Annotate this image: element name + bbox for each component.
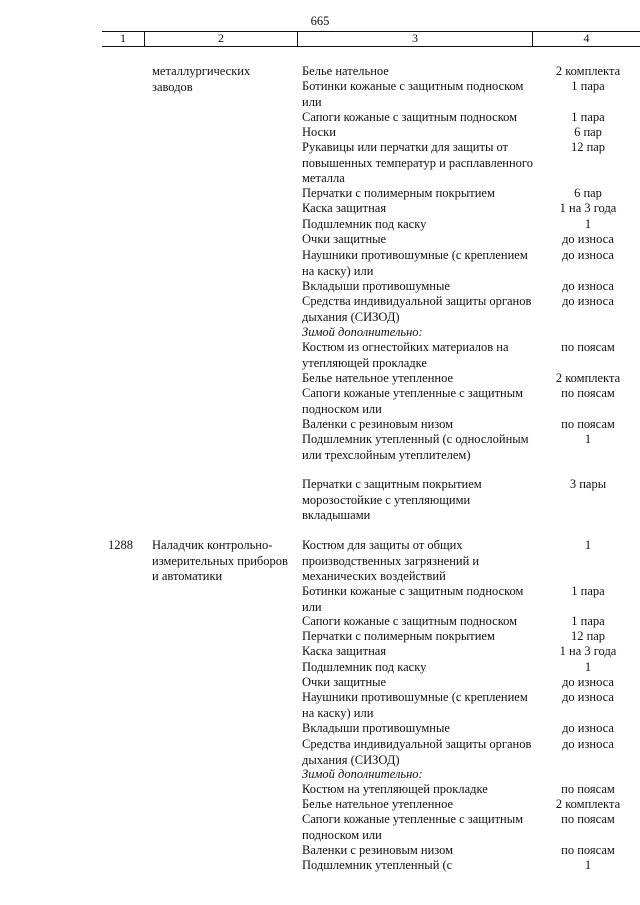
ppe-quantity: 1 пара xyxy=(571,79,605,93)
ppe-quantity: 12 пар xyxy=(570,629,606,643)
ppe-item: Валенки с резиновым низом xyxy=(302,843,454,857)
ppe-quantity: до износа xyxy=(562,721,614,735)
ppe-quantity: 1 пара xyxy=(571,110,605,124)
ppe-quantity: 1 пара xyxy=(571,614,605,628)
ppe-quantity: до износа xyxy=(562,294,614,308)
ppe-item: Сапоги кожаные утепленные с защитным подноском или xyxy=(302,812,524,842)
ppe-quantity: по поясам xyxy=(561,340,615,354)
ppe-item: Средства индивидуальной защиты органов дыхания (СИЗОД) xyxy=(302,737,532,767)
profession-name: металлургических заводов xyxy=(152,64,251,94)
ppe-item: Подшлемник утепленный (с xyxy=(302,858,453,872)
ppe-item: Костюм для защиты от общих производственных загрязнений и механических воздействий xyxy=(302,538,480,583)
profession-name: Наладчик контрольно-измерительных приборов и автоматики xyxy=(152,538,288,583)
ppe-item: Сапоги кожаные с защитным подноском xyxy=(302,110,518,124)
ppe-item: Каска защитная xyxy=(302,201,387,215)
ppe-quantity: по поясам xyxy=(561,782,615,796)
ppe-quantity: 6 пар xyxy=(574,186,602,200)
ppe-item: Носки xyxy=(302,125,336,139)
winter-note: Зимой дополнительно: xyxy=(302,767,423,781)
table-header xyxy=(102,31,640,47)
row-number: 1288 xyxy=(108,538,133,552)
ppe-quantity: 1 на 3 года xyxy=(559,644,617,658)
ppe-item: Вкладыши противошумные xyxy=(302,279,450,293)
ppe-quantity: по поясам xyxy=(561,386,615,400)
ppe-item: Наушники противошумные (с креплением на каску) или xyxy=(302,690,528,720)
ppe-item: Сапоги кожаные с защитным подноском xyxy=(302,614,518,628)
page-number: 665 xyxy=(310,14,330,28)
ppe-quantity: до износа xyxy=(562,737,614,751)
ppe-item: Перчатки с полимерным покрытием xyxy=(302,186,495,200)
ppe-quantity: 2 комплекта xyxy=(555,371,621,385)
ppe-item: Сапоги кожаные утепленные с защитным подноском или xyxy=(302,386,524,416)
ppe-item: Белье нательное утепленное xyxy=(302,371,454,385)
ppe-item: Средства индивидуальной защиты органов дыхания (СИЗОД) xyxy=(302,294,532,324)
ppe-quantity: 2 комплекта xyxy=(555,797,621,811)
ppe-item: Вкладыши противошумные xyxy=(302,721,450,735)
ppe-quantity: 6 пар xyxy=(574,125,602,139)
ppe-quantity: 1 xyxy=(584,432,592,446)
ppe-quantity: 3 пары xyxy=(569,477,607,491)
ppe-item: Рукавицы или перчатки для защиты от повышенных температур и расплавленного металла xyxy=(302,140,533,185)
ppe-item: Валенки с резиновым низом xyxy=(302,417,454,431)
ppe-item: Подшлемник утепленный (с однослойным или трехслойным утеплителем) xyxy=(302,432,529,462)
ppe-item: Перчатки с полимерным покрытием xyxy=(302,629,495,643)
header-col-2: 2 xyxy=(218,31,224,45)
ppe-quantity: до износа xyxy=(562,690,614,704)
ppe-quantity: 1 xyxy=(584,538,592,552)
ppe-item: Ботинки кожаные с защитным подноском или xyxy=(302,584,524,614)
ppe-item: Очки защитные xyxy=(302,232,387,246)
ppe-quantity: до износа xyxy=(562,232,614,246)
ppe-item: Каска защитная xyxy=(302,644,387,658)
ppe-quantity: по поясам xyxy=(561,417,615,431)
ppe-item: Костюм на утепляющей прокладке xyxy=(302,782,488,796)
ppe-quantity: до износа xyxy=(562,279,614,293)
ppe-quantity: 1 на 3 года xyxy=(559,201,617,215)
ppe-quantity: 1 xyxy=(584,660,592,674)
header-col-4: 4 xyxy=(583,31,590,45)
ppe-quantity: 2 комплекта xyxy=(555,64,621,78)
ppe-quantity: по поясам xyxy=(561,843,615,857)
ppe-item: Перчатки с защитным покрытием морозостойкие с утепляющими вкладышами xyxy=(302,477,482,522)
ppe-quantity: 1 xyxy=(584,858,592,872)
ppe-item: Белье нательное xyxy=(302,64,389,78)
ppe-quantity: до износа xyxy=(562,675,614,689)
ppe-quantity: 1 xyxy=(584,217,592,231)
header-col-3: 3 xyxy=(412,31,418,45)
ppe-item: Наушники противошумные (с креплением на каску) или xyxy=(302,248,528,278)
ppe-quantity: 1 пара xyxy=(571,584,605,598)
ppe-item: Костюм из огнестойких материалов на утепляющей прокладке xyxy=(302,340,509,370)
ppe-quantity: до износа xyxy=(562,248,614,262)
ppe-quantity: по поясам xyxy=(561,812,615,826)
ppe-item: Ботинки кожаные с защитным подноском или xyxy=(302,79,524,109)
ppe-item: Подшлемник под каску xyxy=(302,660,427,674)
ppe-item: Очки защитные xyxy=(302,675,387,689)
ppe-quantity: 12 пар xyxy=(570,140,606,154)
ppe-item: Белье нательное утепленное xyxy=(302,797,454,811)
winter-note: Зимой дополнительно: xyxy=(302,325,423,339)
ppe-item: Подшлемник под каску xyxy=(302,217,427,231)
header-col-1: 1 xyxy=(120,31,126,45)
